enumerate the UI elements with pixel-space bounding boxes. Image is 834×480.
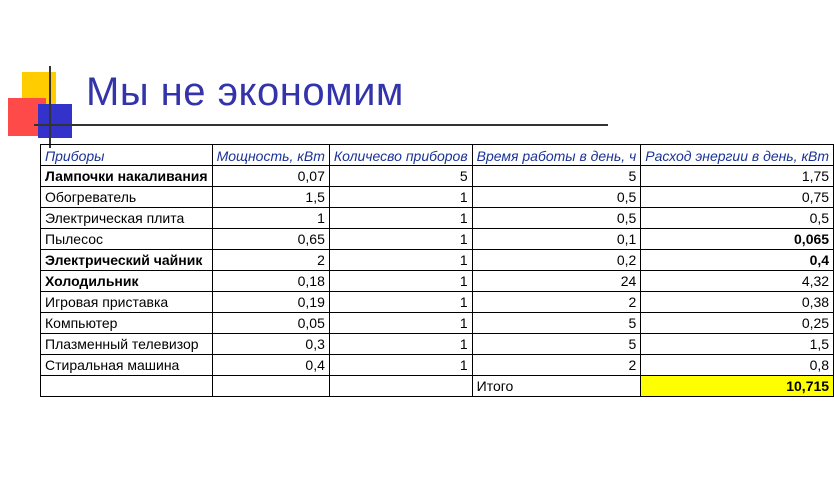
cell-power: 0,19: [212, 292, 329, 313]
cell-energy: 4,32: [641, 271, 834, 292]
cell-count: 1: [329, 292, 472, 313]
cell-device: Стиральная машина: [41, 355, 213, 376]
cell-count: 1: [329, 250, 472, 271]
decor-square-blue: [38, 104, 72, 138]
cell-device: Холодильник: [41, 271, 213, 292]
total-label: Итого: [472, 376, 641, 397]
table-header-row: [41, 145, 834, 166]
cell-time: 5: [472, 313, 641, 334]
cell-count: 1: [329, 334, 472, 355]
cell-power: 0,65: [212, 229, 329, 250]
total-value: 10,715: [641, 376, 834, 397]
cell-energy: 0,75: [641, 187, 834, 208]
title-underline: [34, 124, 608, 126]
table-row: [41, 229, 834, 250]
cell-energy: 0,4: [641, 250, 834, 271]
slide-title: Мы не экономим: [86, 70, 404, 114]
energy-table: [40, 144, 834, 397]
cell-power: 1,5: [212, 187, 329, 208]
table-row: [41, 208, 834, 229]
cell-energy: 0,8: [641, 355, 834, 376]
cell-count: 1: [329, 229, 472, 250]
table-row: [41, 334, 834, 355]
cell-power: 1: [212, 208, 329, 229]
cell-time: 5: [472, 334, 641, 355]
cell-empty: [41, 376, 213, 397]
cell-time: 24: [472, 271, 641, 292]
decor-vertical-line: [49, 66, 51, 148]
cell-time: 5: [472, 166, 641, 187]
cell-count: 1: [329, 208, 472, 229]
table-row: [41, 271, 834, 292]
cell-device: Электрическая плита: [41, 208, 213, 229]
cell-count: 5: [329, 166, 472, 187]
cell-power: 0,07: [212, 166, 329, 187]
cell-device: Плазменный телевизор: [41, 334, 213, 355]
cell-energy: 0,25: [641, 313, 834, 334]
cell-time: 2: [472, 355, 641, 376]
cell-energy: 0,065: [641, 229, 834, 250]
cell-time: 0,1: [472, 229, 641, 250]
cell-device: Обогреватель: [41, 187, 213, 208]
cell-count: 1: [329, 271, 472, 292]
header-time: Время работы в день, ч: [472, 145, 641, 166]
table-row: [41, 166, 834, 187]
cell-empty: [329, 376, 472, 397]
table-row: [41, 187, 834, 208]
cell-device: Пылесос: [41, 229, 213, 250]
cell-energy: 1,75: [641, 166, 834, 187]
header-device: Приборы: [41, 145, 213, 166]
table-row: [41, 292, 834, 313]
cell-power: 0,18: [212, 271, 329, 292]
cell-device: Лампочки накаливания: [41, 166, 213, 187]
cell-time: 0,5: [472, 208, 641, 229]
header-count: Количесво приборов: [329, 145, 472, 166]
cell-power: 2: [212, 250, 329, 271]
cell-energy: 0,38: [641, 292, 834, 313]
table-row: [41, 355, 834, 376]
cell-empty: [212, 376, 329, 397]
table-row: [41, 250, 834, 271]
total-row: [41, 376, 834, 397]
cell-device: Компьютер: [41, 313, 213, 334]
cell-power: 0,05: [212, 313, 329, 334]
cell-count: 1: [329, 313, 472, 334]
cell-time: 0,5: [472, 187, 641, 208]
cell-energy: 1,5: [641, 334, 834, 355]
header-power: Мощность, кВт: [212, 145, 329, 166]
cell-energy: 0,5: [641, 208, 834, 229]
cell-time: 2: [472, 292, 641, 313]
cell-power: 0,4: [212, 355, 329, 376]
cell-device: Игровая приставка: [41, 292, 213, 313]
header-energy: Расход энергии в день, кВт: [641, 145, 834, 166]
cell-device: Электрический чайник: [41, 250, 213, 271]
cell-count: 1: [329, 187, 472, 208]
table-row: [41, 313, 834, 334]
cell-time: 0,2: [472, 250, 641, 271]
cell-power: 0,3: [212, 334, 329, 355]
cell-count: 1: [329, 355, 472, 376]
